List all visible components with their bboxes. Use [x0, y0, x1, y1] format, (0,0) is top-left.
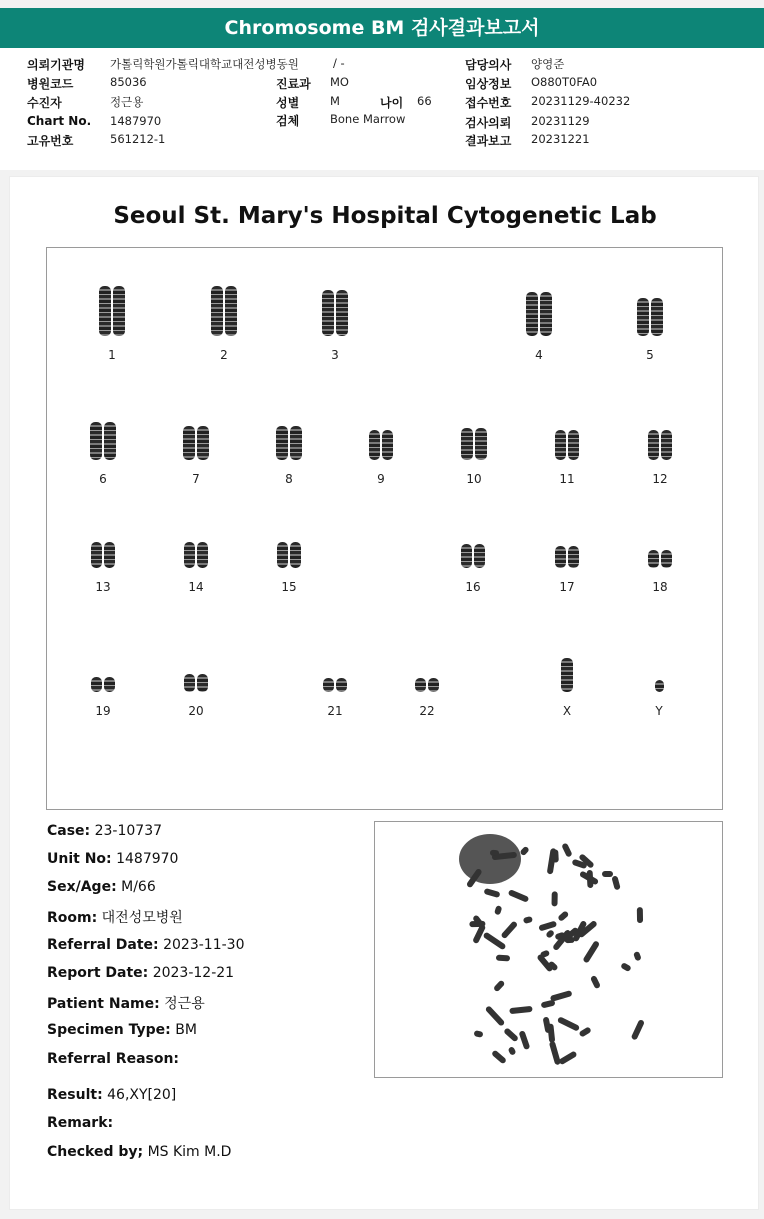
report-title: Seoul St. Mary's Hospital Cytogenetic Lab — [113, 203, 657, 229]
chromosome — [290, 542, 301, 568]
patient-name-value: 정근용 — [164, 996, 205, 1012]
chromosome — [183, 426, 195, 460]
unique-id-label: 고유번호 — [27, 134, 74, 148]
metaphase-chromosome — [558, 1050, 578, 1065]
remark-line — [47, 1115, 113, 1131]
sex-label: 성별 — [276, 96, 300, 110]
referral-reason-label: Referral Reason: — [47, 1051, 180, 1067]
metaphase-chromosome — [633, 951, 642, 961]
sex-age-value: M/66 — [121, 879, 156, 895]
chart-no-label: Chart No. — [27, 114, 92, 128]
chromosome — [323, 678, 334, 692]
checked-by-value: MS Kim M.D — [147, 1144, 232, 1160]
chromosome-label-7: 7 — [192, 472, 200, 486]
chromosome — [197, 674, 208, 692]
chromosome-pair-15 — [277, 542, 301, 568]
karyotype-image — [46, 247, 723, 810]
case-line — [47, 823, 162, 839]
chromosome-label-8: 8 — [285, 472, 293, 486]
chromosome — [91, 677, 102, 692]
metaphase-chromosome — [508, 1006, 532, 1014]
metaphase-chromosome — [558, 910, 570, 922]
chromosome-label-17: 17 — [559, 580, 575, 594]
specimen-type-label: Specimen Type: — [47, 1022, 171, 1038]
patient-name-line — [47, 993, 205, 1013]
metaphase-chromosome — [507, 889, 529, 903]
unit-value: 1487970 — [116, 851, 179, 867]
chromosome — [648, 550, 659, 568]
doctor-label: 담당의사 — [465, 58, 512, 72]
chromosome-pair-Y — [655, 680, 664, 692]
chromosome-label-16: 16 — [465, 580, 481, 594]
result-date-label: 결과보고 — [465, 134, 512, 148]
chromosome-label-22: 22 — [419, 704, 435, 718]
clinical-info-label: 임상정보 — [465, 77, 512, 91]
age-value: 66 — [417, 94, 432, 108]
case-label: Case: — [47, 823, 91, 839]
chromosome — [475, 428, 487, 460]
metaphase-chromosome — [508, 1046, 517, 1056]
chromosome-pair-13 — [91, 542, 115, 568]
department-value: MO — [330, 75, 349, 89]
metaphase-chromosome — [494, 905, 502, 915]
report-date-label: Report Date: — [47, 965, 149, 981]
referral-date-label: Referral Date: — [47, 937, 159, 953]
unit-label: Unit No: — [47, 851, 112, 867]
chromosome — [661, 550, 672, 568]
chromosome-label-X: X — [562, 704, 572, 718]
chromosome-label-14: 14 — [188, 580, 204, 594]
metaphase-chromosome — [578, 1026, 591, 1037]
interphase-nucleus — [459, 834, 521, 884]
chromosome-pair-22 — [415, 678, 439, 692]
metaphase-chromosome — [582, 940, 600, 964]
result-date-value: 20231221 — [531, 132, 590, 146]
metaphase-chromosome — [503, 1027, 519, 1042]
sex-value: M — [330, 94, 340, 108]
chromosome-pair-19 — [91, 677, 115, 692]
chromosome-pair-1 — [99, 286, 125, 336]
chromosome — [655, 680, 664, 692]
hospital-code-value: 85036 — [110, 75, 147, 89]
remark-label: Remark: — [47, 1115, 114, 1131]
chromosome-pair-17 — [555, 546, 579, 568]
chromosome — [277, 542, 288, 568]
metaphase-chromosome — [484, 1005, 505, 1027]
chromosome — [648, 430, 659, 460]
metaphase-chromosome — [518, 1030, 530, 1050]
chromosome — [99, 286, 111, 336]
specimen-type-line — [47, 1022, 197, 1038]
hospital-code-label: 병원코드 — [27, 77, 74, 91]
chromosome-pair-X — [561, 658, 573, 692]
chromosome-pair-21 — [323, 678, 347, 692]
metaphase-chromosome — [545, 929, 555, 939]
doctor-value: 양영준 — [531, 57, 565, 71]
hospital-label: 의뢰기관명 — [27, 58, 85, 72]
room-line — [47, 907, 183, 927]
chromosome-pair-16 — [461, 544, 485, 568]
chromosome — [104, 677, 115, 692]
metaphase-chromosome — [637, 907, 643, 923]
metaphase-chromosome — [491, 1049, 507, 1064]
chromosome — [91, 542, 102, 568]
specimen-value: Bone Marrow — [330, 112, 406, 126]
chromosome — [474, 544, 485, 568]
chromosome-pair-20 — [184, 674, 208, 692]
chromosome-label-21: 21 — [327, 704, 343, 718]
request-date-label: 검사의뢰 — [465, 116, 512, 130]
receipt-no-value: 20231129-40232 — [531, 94, 631, 108]
metaphase-chromosome — [547, 1023, 555, 1042]
metaphase-chromosome — [620, 962, 631, 972]
chromosome-label-13: 13 — [95, 580, 111, 594]
age-label: 나이 — [380, 96, 404, 110]
chromosome — [555, 546, 566, 568]
metaphase-chromosome — [539, 921, 558, 932]
hospital-extra: / - — [333, 56, 345, 70]
metaphase-chromosome — [549, 990, 572, 1002]
metaphase-chromosome — [469, 921, 486, 928]
unique-id-value: 561212-1 — [110, 132, 166, 146]
chromosome — [661, 430, 672, 460]
referral-date-value: 2023-11-30 — [163, 937, 245, 953]
report-header-title: Chromosome BM 검사결과보고서 — [0, 8, 764, 48]
chromosome-label-2: 2 — [220, 348, 228, 362]
chromosome — [290, 426, 302, 460]
chromosome — [197, 426, 209, 460]
chromosome-pair-11 — [555, 430, 579, 460]
specimen-type-value: BM — [175, 1022, 197, 1038]
chromosome — [197, 542, 208, 568]
chromosome — [104, 422, 116, 460]
room-label: Room: — [47, 910, 98, 926]
chromosome-pair-14 — [184, 542, 208, 568]
chromosome-label-4: 4 — [535, 348, 543, 362]
chromosome — [526, 292, 538, 336]
metaphase-chromosome — [630, 1019, 644, 1041]
patient-value: 정근용 — [110, 95, 144, 109]
department-label: 진료과 — [276, 77, 311, 91]
result-value: 46,XY[20] — [107, 1087, 177, 1103]
chromosome-pair-18 — [648, 550, 672, 568]
metaphase-chromosome — [500, 920, 518, 939]
chromosome-label-20: 20 — [188, 704, 204, 718]
chromosome-label-15: 15 — [281, 580, 297, 594]
patient-info-panel — [0, 48, 764, 170]
sex-age-line — [47, 879, 156, 895]
chromosome-pair-8 — [276, 426, 302, 460]
metaphase-chromosome — [493, 980, 506, 993]
metaphase-chromosome — [523, 916, 534, 924]
chromosome-label-12: 12 — [652, 472, 668, 486]
referral-reason-line — [47, 1051, 179, 1067]
chart-no-value: 1487970 — [110, 114, 162, 128]
chromosome — [540, 292, 552, 336]
chromosome-label-1: 1 — [108, 348, 116, 362]
chromosome-label-9: 9 — [377, 472, 385, 486]
metaphase-chromosome — [552, 891, 558, 906]
referral-date-line — [47, 937, 244, 953]
chromosome-pair-5 — [637, 298, 663, 336]
chromosome — [382, 430, 393, 460]
chromosome — [336, 678, 347, 692]
chromosome — [184, 674, 195, 692]
metaphase-chromosome — [561, 843, 572, 858]
report-date-line — [47, 965, 234, 981]
chromosome-pair-12 — [648, 430, 672, 460]
unit-line — [47, 851, 178, 867]
chromosome — [322, 290, 334, 336]
chromosome-label-5: 5 — [646, 348, 654, 362]
chromosome — [428, 678, 439, 692]
chromosome — [637, 298, 649, 336]
patient-name-label: Patient Name: — [47, 996, 160, 1012]
metaphase-chromosome — [473, 1031, 484, 1039]
chromosome — [90, 422, 102, 460]
chromosome — [336, 290, 348, 336]
chromosome-pair-4 — [526, 292, 552, 336]
metaphase-chromosome — [496, 955, 510, 962]
specimen-label: 검체 — [276, 114, 300, 128]
chromosome — [568, 546, 579, 568]
metaphase-chromosome — [590, 975, 601, 989]
chromosome-pair-9 — [369, 430, 393, 460]
checked-by-line — [47, 1144, 231, 1160]
chromosome — [276, 426, 288, 460]
chromosome-pair-10 — [461, 428, 487, 460]
chromosome — [561, 658, 573, 692]
report-date-value: 2023-12-21 — [152, 965, 235, 981]
receipt-no-label: 접수번호 — [465, 96, 512, 110]
chromosome — [104, 542, 115, 568]
metaphase-chromosome — [484, 888, 501, 898]
checked-by-label: Checked by; — [47, 1144, 144, 1160]
chromosome — [568, 430, 579, 460]
metaphase-chromosome — [612, 876, 621, 891]
hospital-value: 가톨릭학원가톨릭대학교대전성병동원 — [110, 57, 299, 71]
sex-age-label: Sex/Age: — [47, 879, 117, 895]
room-value: 대전성모병원 — [101, 910, 183, 926]
chromosome-label-6: 6 — [99, 472, 107, 486]
chromosome-label-3: 3 — [331, 348, 339, 362]
chromosome — [555, 430, 566, 460]
chromosome-pair-7 — [183, 426, 209, 460]
chromosome-label-10: 10 — [466, 472, 482, 486]
chromosome — [211, 286, 223, 336]
chromosome — [369, 430, 380, 460]
clinical-info-value: O880T0FA0 — [531, 75, 598, 89]
chromosome-pair-3 — [322, 290, 348, 336]
metaphase-spread-image — [374, 821, 723, 1078]
chromosome-label-19: 19 — [95, 704, 111, 718]
result-line — [47, 1087, 176, 1103]
chromosome — [651, 298, 663, 336]
cytogenetic-report — [9, 176, 759, 1210]
chromosome — [225, 286, 237, 336]
case-value: 23-10737 — [94, 823, 163, 839]
result-label: Result: — [47, 1087, 103, 1103]
chromosome-label-18: 18 — [652, 580, 668, 594]
chromosome-pair-6 — [90, 422, 116, 460]
chromosome — [461, 544, 472, 568]
chromosome — [461, 428, 473, 460]
request-date-value: 20231129 — [531, 114, 590, 128]
patient-label: 수진자 — [27, 96, 62, 110]
chromosome — [113, 286, 125, 336]
chromosome — [415, 678, 426, 692]
metaphase-chromosome — [557, 1016, 580, 1032]
chromosome — [184, 542, 195, 568]
chromosome-label-Y: Y — [655, 704, 663, 718]
chromosome-label-11: 11 — [559, 472, 575, 486]
chromosome-pair-2 — [211, 286, 237, 336]
